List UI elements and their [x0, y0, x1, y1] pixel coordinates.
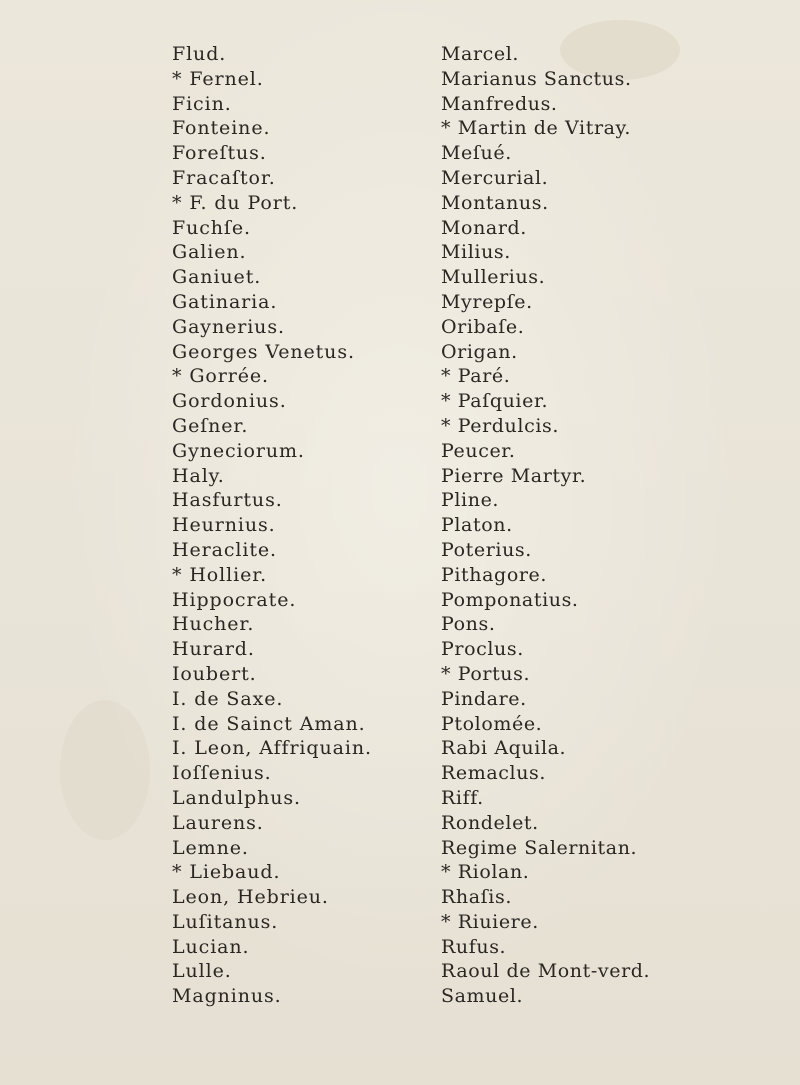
name-entry: Galien.	[172, 241, 247, 264]
name-entry: I. de Saxe.	[172, 687, 284, 710]
name-entry: Origan.	[441, 340, 518, 363]
name-entry: * Paré.	[441, 365, 511, 388]
name-entry: Fuchſe.	[172, 216, 251, 239]
name-entry: Montanus.	[441, 191, 549, 214]
name-entry: Leon, Hebrieu.	[172, 886, 329, 909]
name-entry: Fonteine.	[172, 117, 271, 140]
name-entry: Ioubert.	[172, 662, 257, 685]
name-entry: Gaynerius.	[172, 315, 285, 338]
name-entry: Monard.	[441, 216, 527, 239]
name-entry: Ioſſenius.	[172, 762, 272, 785]
name-entry: Luſitanus.	[172, 910, 279, 933]
name-entry: Riff.	[441, 786, 484, 809]
name-entry: Pline.	[441, 489, 500, 512]
name-entry: Georges Venetus.	[172, 340, 355, 363]
name-entry: Hucher.	[172, 613, 255, 636]
name-entry: Lulle.	[172, 960, 232, 983]
name-entry: Ganiuet.	[172, 266, 262, 289]
name-entry: Meſué.	[441, 142, 512, 165]
name-entry: Rabi Aquila.	[441, 737, 567, 760]
name-entry: Heurnius.	[172, 514, 276, 537]
name-entry: Manfredus.	[441, 92, 558, 115]
name-entry: I. de Sainct Aman.	[172, 712, 366, 735]
name-entry: Gyneciorum.	[172, 439, 305, 462]
name-entry: Pindare.	[441, 687, 527, 710]
name-entry: Gordonius.	[172, 390, 287, 413]
name-entry: Pithagore.	[441, 563, 548, 586]
name-list-left	[172, 42, 372, 1009]
name-entry: Rufus.	[441, 935, 507, 958]
name-entry: Heraclite.	[172, 538, 277, 561]
name-entry: Oribaſe.	[441, 315, 525, 338]
name-list-right	[441, 42, 650, 1009]
name-entry: * Riolan.	[441, 861, 530, 884]
name-entry: Raoul de Mont-verd.	[441, 960, 651, 983]
name-entry: * Riuiere.	[441, 910, 539, 933]
name-entry: Pons.	[441, 613, 496, 636]
name-entry: I. Leon, Affriquain.	[172, 737, 372, 760]
name-entry: Marianus Sanctus.	[441, 67, 632, 90]
name-entry: Poterius.	[441, 538, 532, 561]
paper-stain	[60, 700, 150, 840]
name-entry: Laurens.	[172, 811, 264, 834]
name-entry: * Martin de Vitray.	[441, 117, 631, 140]
name-entry: * Fernel.	[172, 67, 264, 90]
name-entry: Foreſtus.	[172, 142, 267, 165]
name-entry: Fracaſtor.	[172, 166, 276, 189]
name-entry: * Hollier.	[172, 563, 268, 586]
name-entry: Gatinaria.	[172, 290, 278, 313]
name-entry: Rhaſis.	[441, 886, 512, 909]
name-entry: * Portus.	[441, 662, 531, 685]
name-entry: Milius.	[441, 241, 511, 264]
name-entry: Peucer.	[441, 439, 516, 462]
name-entry: Marcel.	[441, 43, 520, 65]
name-entry: * Gorrée.	[172, 365, 269, 388]
name-entry: Magninus.	[172, 985, 282, 1008]
name-entry: Ficin.	[172, 92, 232, 115]
name-entry: Samuel.	[441, 985, 524, 1008]
name-entry: Mullerius.	[441, 266, 546, 289]
name-entry: Proclus.	[441, 638, 524, 661]
name-entry: Landulphus.	[172, 786, 301, 809]
name-entry: Lemne.	[172, 836, 249, 859]
name-entry: Pierre Martyr.	[441, 464, 587, 487]
name-entry: Hippocrate.	[172, 588, 297, 611]
name-entry: Geſner.	[172, 414, 249, 437]
name-entry: Ptolomée.	[441, 712, 543, 735]
name-entry: Lucian.	[172, 935, 250, 958]
name-entry: Remaclus.	[441, 762, 547, 785]
name-entry: Mercurial.	[441, 166, 549, 189]
name-entry: * Liebaud.	[172, 861, 281, 884]
name-entry: * F. du Port.	[172, 191, 299, 214]
name-entry: Platon.	[441, 514, 513, 537]
name-entry: Flud.	[172, 43, 227, 65]
name-entry: Pomponatius.	[441, 588, 579, 611]
name-entry: Rondelet.	[441, 811, 539, 834]
name-entry: * Paſquier.	[441, 390, 549, 413]
name-entry: Regime Salernitan.	[441, 836, 638, 859]
name-entry: Haly.	[172, 464, 225, 487]
name-entry: Hasfurtus.	[172, 489, 283, 512]
name-entry: Hurard.	[172, 638, 255, 661]
name-entry: * Perdulcis.	[441, 414, 559, 437]
name-entry: Myrepſe.	[441, 290, 533, 313]
